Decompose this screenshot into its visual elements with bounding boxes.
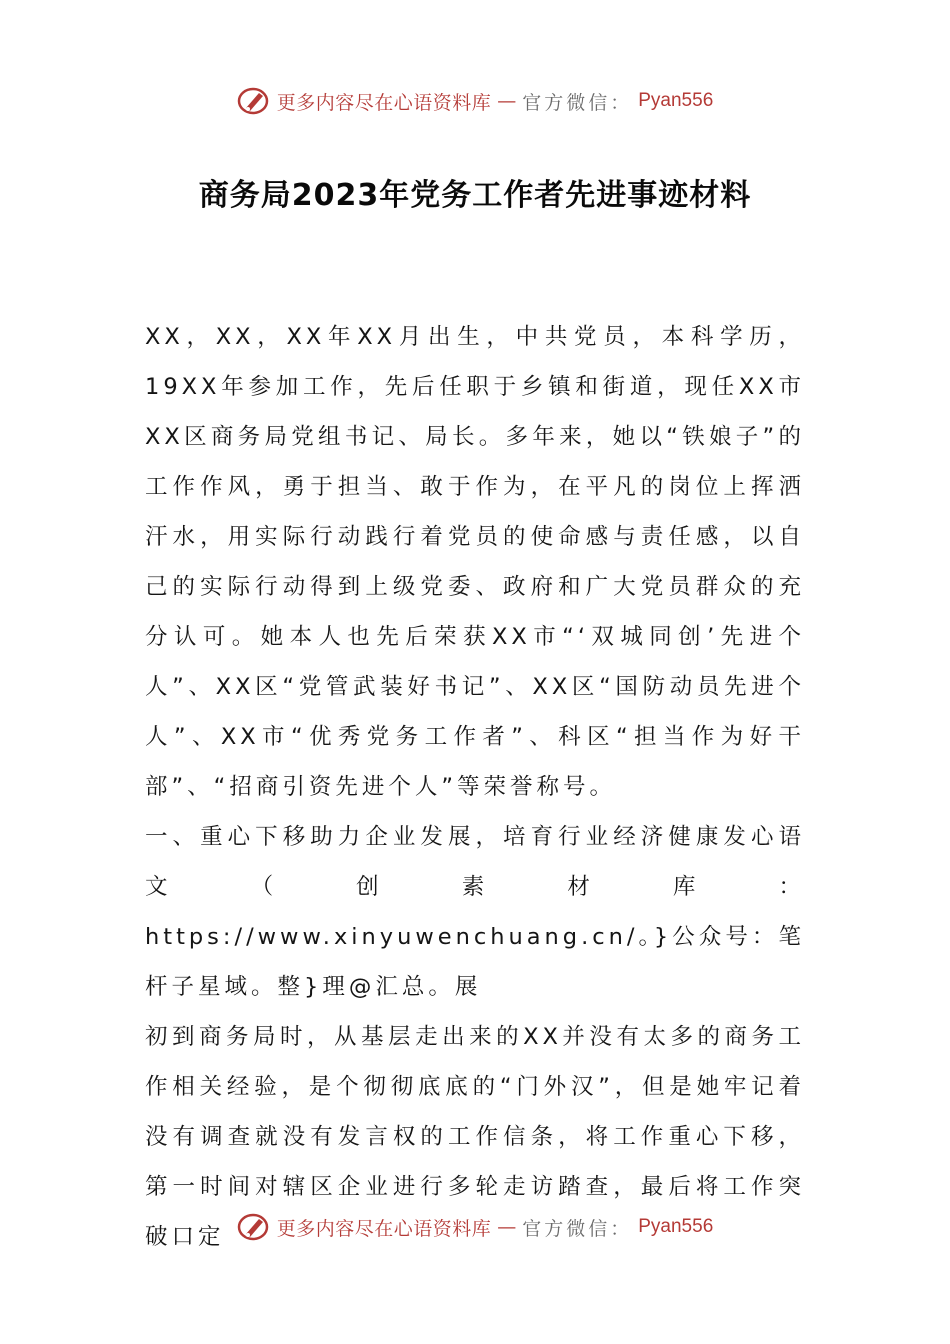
document-body — [145, 312, 805, 1262]
banner-separator: — — [497, 90, 517, 112]
document-title: 商务局2023年党务工作者先进事迹材料 — [198, 178, 752, 213]
pen-nib-icon — [237, 1212, 271, 1242]
banner-brand-text: 更多内容尽在心语资料库 — [276, 1217, 492, 1240]
paragraph-section-heading: 一、重心下移助力企业发展，培育行业经济健康发心语文（创素材库：https://www.xinyuwenchuang.cn/。}公众号：笔杆子星域。整}理@汇总。展 — [145, 824, 805, 1000]
banner-wechat-id: Pyan556 — [638, 90, 714, 111]
banner-wechat-id: Pyan556 — [638, 1216, 714, 1237]
paragraph-content: 初到商务局时，从基层走出来的XX并没有太多的商务工作相关经验，是个彻彻底底的“门外汉”，但是她牢记着没有调查就没有发言权的工作信条，将工作重心下移，第一时间对辖区企业进行多轮走访踏查，最后将工作突破口定 — [145, 1024, 805, 1250]
banner-official-label: 官方微信： — [522, 1217, 633, 1240]
footer-banner — [0, 1212, 950, 1242]
paragraph-intro: XX，XX，XX年XX月出生，中共党员，本科学历，19XX年参加工作，先后任职于乡镇和街道，现任XX市XX区商务局党组书记、局长。多年来，她以“铁娘子”的工作作风，勇于担当、敢于作为，在平凡的岗位上挥洒汗水，用实际行动践行着党员的使命感与责任感，以自己的实际行动得到上级党委、政府和广大党员群众的充分认可。她本人也先后荣获XX市“‘双城同创’先进个人”、XX区“党管武装好书记”、XX区“国防动员先进个人”、XX市“优秀党务工作者”、科区“担当作为好干部”、“招商引资先进个人”等荣誉称号。 — [145, 324, 805, 800]
banner-separator: — — [497, 1216, 517, 1238]
header-banner — [0, 86, 950, 116]
pen-nib-icon — [237, 86, 271, 116]
banner-official-label: 官方微信： — [522, 91, 633, 114]
banner-brand-text: 更多内容尽在心语资料库 — [276, 91, 492, 114]
